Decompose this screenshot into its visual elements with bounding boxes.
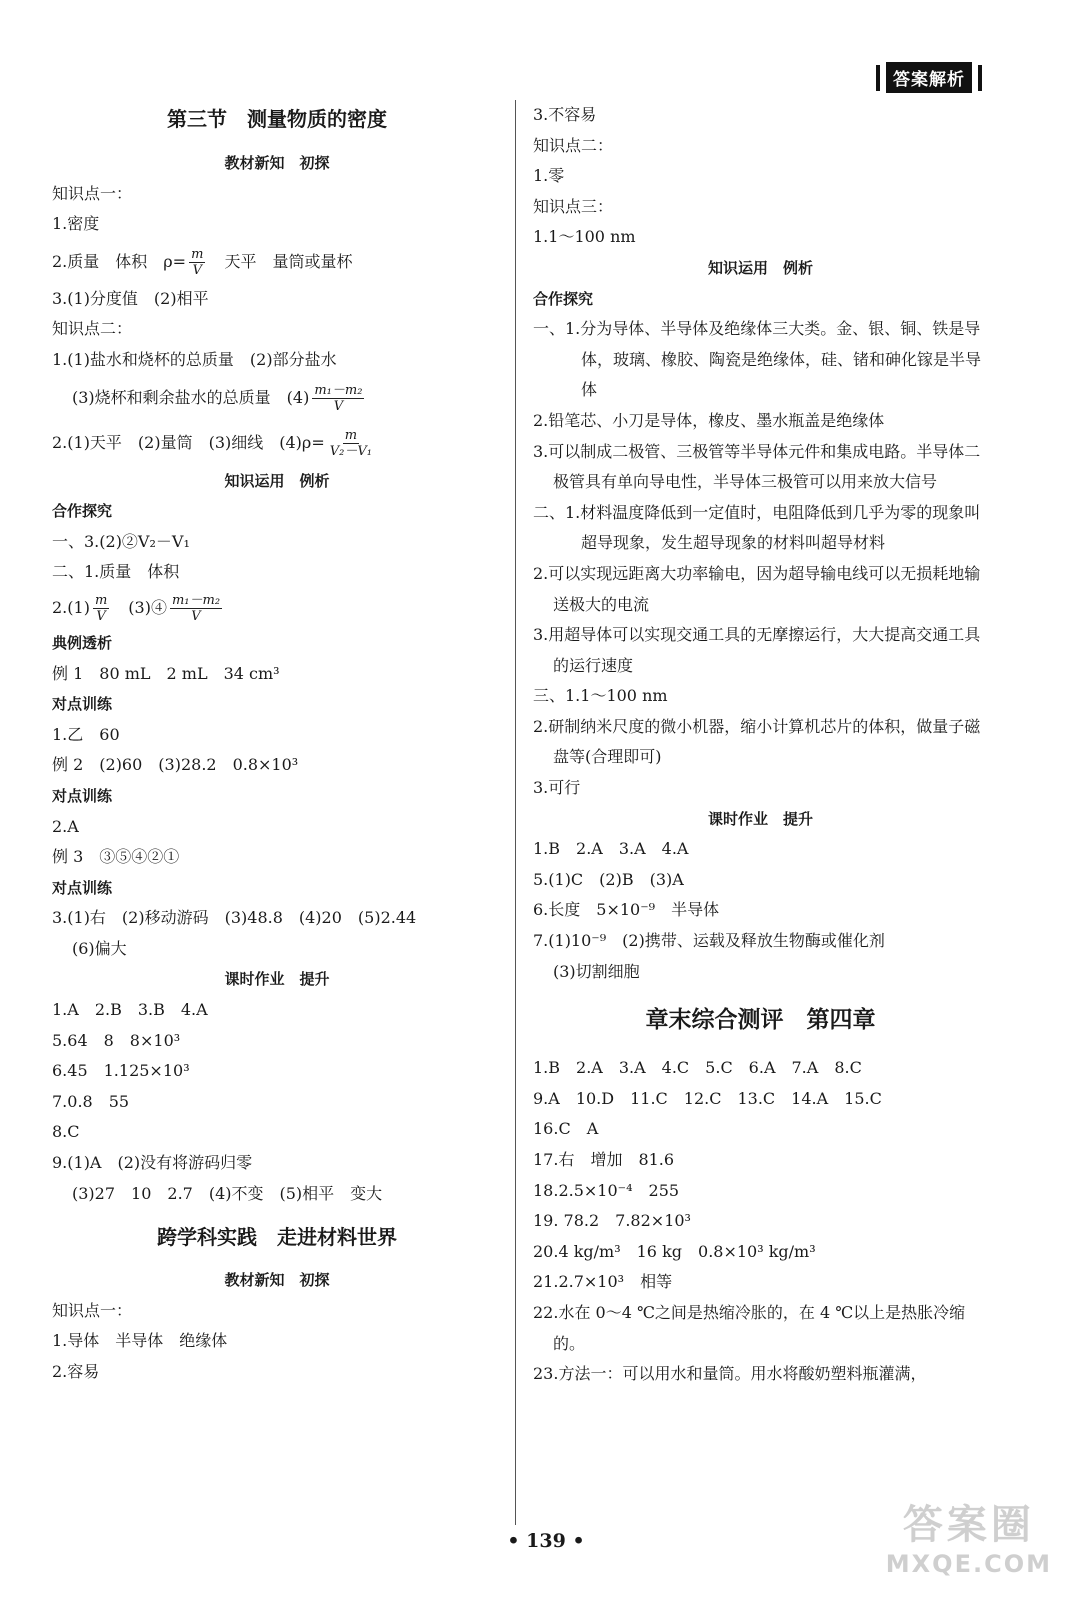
answer-line: 6.45 1.125×10³	[52, 1061, 190, 1081]
answer-line: 1.B 2.A 3.A 4.C 5.C 6.A 7.A 8.C	[533, 1058, 862, 1078]
answer-line: (3)27 10 2.7 (4)不变 (5)相平 变大	[72, 1183, 383, 1203]
answer-line: 3.(1)右 (2)移动游码 (3)48.8 (4)20 (5)2.44	[52, 908, 417, 928]
answer-line: 7.0.8 55	[52, 1091, 130, 1111]
answer-text: 天平 量筒或量杯	[224, 251, 353, 271]
answer-paragraph: 2.可以实现远距离大功率输电，因为超导输电线可以无损耗地输送极大的电流	[533, 563, 981, 614]
answer-line: 20.4 kg/m³ 16 kg 0.8×10³ kg/m³	[533, 1241, 816, 1261]
answer-line: 2.铅笔芯、小刀是导体，橡皮、墨水瓶盖是绝缘体	[533, 410, 885, 430]
site-watermark	[886, 1493, 1052, 1578]
answer-line: 1.1～100 nm	[533, 227, 636, 247]
section-title: 第三节 测量物质的密度	[167, 107, 387, 131]
answer-paragraph: 3.用超导体可以实现交通工具的无摩擦运行，大大提高交通工具的运行速度	[533, 625, 981, 675]
category-label: 对点训练	[52, 786, 113, 805]
category-label: 合作探究	[533, 289, 594, 308]
answer-line: 一、3.(2)②V₂－V₁	[52, 531, 190, 551]
answer-line: 3.(1)分度值 (2)相平	[52, 288, 209, 308]
answer-text: 2.(1)天平 (2)量筒 (3)细线 (4)ρ=	[52, 432, 325, 452]
answer-line: 1.零	[533, 166, 565, 186]
answer-line: 1.(1)盐水和烧杯的总质量 (2)部分盐水	[52, 349, 337, 369]
mass-difference-fraction	[170, 593, 222, 624]
answer-line: 17.右 增加 81.6	[533, 1150, 675, 1169]
answer-line: 3.不容易	[533, 105, 597, 124]
watermark-url: MXQE.COM	[885, 1550, 1052, 1578]
subsection-heading: 知识运用 例析	[224, 471, 330, 490]
section-title: 跨学科实践 走进材料世界	[157, 1225, 397, 1250]
answer-text: (3)④	[128, 597, 167, 617]
answer-line: 例 3 ③⑤④②①	[52, 847, 180, 867]
answer-paragraph: 3.可以制成二极管、三极管等半导体元件和集成电路。半导体二极管具有单向导电性，半导体三极管可以用来放大信号	[533, 441, 981, 492]
answer-paragraph: 一、1.分为导体、半导体及绝缘体三大类。金、银、铜、铁是导体，玻璃、橡胶、陶瓷是绝缘体，硅、锗和砷化镓是半导体	[533, 319, 982, 400]
fraction-denominator: V₂－V₁	[329, 443, 372, 459]
fraction-denominator: V	[192, 262, 202, 278]
answer-text: (3)烧杯和剩余盐水的总质量 (4)	[72, 387, 310, 407]
answer-line-formula	[52, 588, 502, 628]
answer-line: 9.A 10.D 11.C 12.C 13.C 14.A 15.C	[533, 1088, 882, 1108]
answer-line-formula	[52, 240, 502, 284]
subsection-heading: 教材新知 初探	[224, 154, 330, 172]
answer-line: 8.C	[52, 1122, 80, 1142]
fraction-numerator: m	[344, 427, 358, 443]
answer-paragraph: 二、1.材料温度降低到一定值时，电阻降低到几乎为零的现象叫超导现象，发生超导现象的材料叫超导材料	[533, 502, 981, 553]
answer-line: 21.2.7×10³ 相等	[533, 1272, 673, 1292]
column-divider	[515, 100, 516, 1525]
answer-line: 6.长度 5×10⁻⁹ 半导体	[533, 900, 720, 920]
answer-paragraph: 22.水在 0～4 ℃之间是热缩冷胀的，在 4 ℃以上是热胀冷缩的。	[533, 1302, 966, 1353]
fraction-denominator: V	[333, 398, 344, 414]
answer-line: 例 1 80 mL 2 mL 34 cm³	[52, 663, 280, 683]
answer-line: 1.导体 半导体 绝缘体	[52, 1331, 228, 1351]
category-label: 典例透析	[52, 633, 113, 652]
category-label: 对点训练	[52, 695, 113, 714]
answer-line: 1.乙 60	[52, 724, 120, 744]
fraction-numerator: m	[94, 592, 108, 608]
fraction-numerator: m₁－m₂	[314, 382, 363, 398]
answer-line: 7.(1)10⁻⁹ (2)携带、运载及释放生物酶或催化剂	[533, 931, 885, 951]
right-column	[533, 100, 988, 1390]
answer-line: 1.密度	[52, 214, 100, 234]
badge-bar-left	[876, 65, 880, 91]
answer-line: (6)偏大	[72, 938, 127, 958]
mass-difference-fraction	[312, 383, 364, 414]
knowledge-point-label: 知识点二：	[52, 319, 133, 339]
category-label: 合作探究	[52, 502, 113, 521]
answer-line-formula	[52, 376, 502, 420]
answer-line: 5.64 8 8×10³	[52, 1030, 181, 1050]
subsection-heading: 课时作业 提升	[707, 809, 813, 828]
watermark-logo-text: 答案圈	[902, 1502, 1035, 1548]
answer-line: (3)切割细胞	[553, 961, 640, 981]
answer-line: 1.A 2.B 3.B 4.A	[52, 1000, 208, 1020]
fraction-denominator: V	[191, 608, 201, 624]
answer-text: 2.(1)	[52, 597, 90, 617]
left-column	[52, 100, 502, 1388]
chapter-review-title: 章末综合测评 第四章	[645, 1007, 876, 1034]
answer-analysis-badge	[876, 62, 982, 93]
category-label: 对点训练	[52, 878, 113, 897]
knowledge-point-label: 知识点一：	[52, 183, 133, 203]
answer-paragraph: 2.研制纳米尺度的微小机器，缩小计算机芯片的体积，做量子磁盘等(合理即可)	[533, 716, 981, 767]
fraction-denominator: V	[96, 608, 106, 624]
subsection-heading: 教材新知 初探	[224, 1271, 330, 1290]
answer-line: 2.A	[52, 816, 79, 836]
fraction-numerator: m₁－m₂	[171, 592, 221, 608]
answer-line: 1.B 2.A 3.A 4.A	[533, 839, 689, 859]
knowledge-point-label: 知识点三：	[533, 196, 614, 216]
answer-line: 2.容易	[52, 1362, 100, 1381]
answer-line: 9.(1)A (2)没有将游码归零	[52, 1153, 253, 1173]
knowledge-point-label: 知识点二：	[533, 135, 614, 155]
answer-paragraph: 23.方法一：可以用水和量筒。用水将酸奶塑料瓶灌满，	[533, 1364, 927, 1384]
answer-line: 二、1.质量 体积	[52, 562, 180, 582]
subsection-heading: 知识运用 例析	[707, 258, 813, 277]
answer-text: 2.质量 体积 ρ=	[52, 251, 187, 271]
answer-line: 5.(1)C (2)B (3)A	[533, 869, 684, 889]
answer-line-formula	[52, 420, 502, 466]
answer-line: 3.可行	[533, 778, 581, 798]
volume-difference-fraction	[328, 428, 374, 459]
badge-label: 答案解析	[886, 62, 972, 93]
answer-line: 16.C A	[533, 1119, 599, 1139]
answer-line: 例 2 (2)60 (3)28.2 0.8×10³	[52, 755, 299, 775]
knowledge-point-label: 知识点一：	[52, 1300, 133, 1320]
subsection-heading: 课时作业 提升	[224, 970, 330, 989]
badge-bar-right	[978, 65, 982, 91]
density-fraction	[189, 247, 205, 278]
density-fraction	[93, 593, 109, 624]
answer-line: 18.2.5×10⁻⁴ 255	[533, 1180, 680, 1200]
answer-line: 19. 78.2 7.82×10³	[533, 1211, 691, 1231]
fraction-numerator: m	[191, 246, 204, 262]
answer-line: 三、1.1～100 nm	[533, 686, 668, 706]
page-number: • 139 •	[507, 1530, 585, 1552]
